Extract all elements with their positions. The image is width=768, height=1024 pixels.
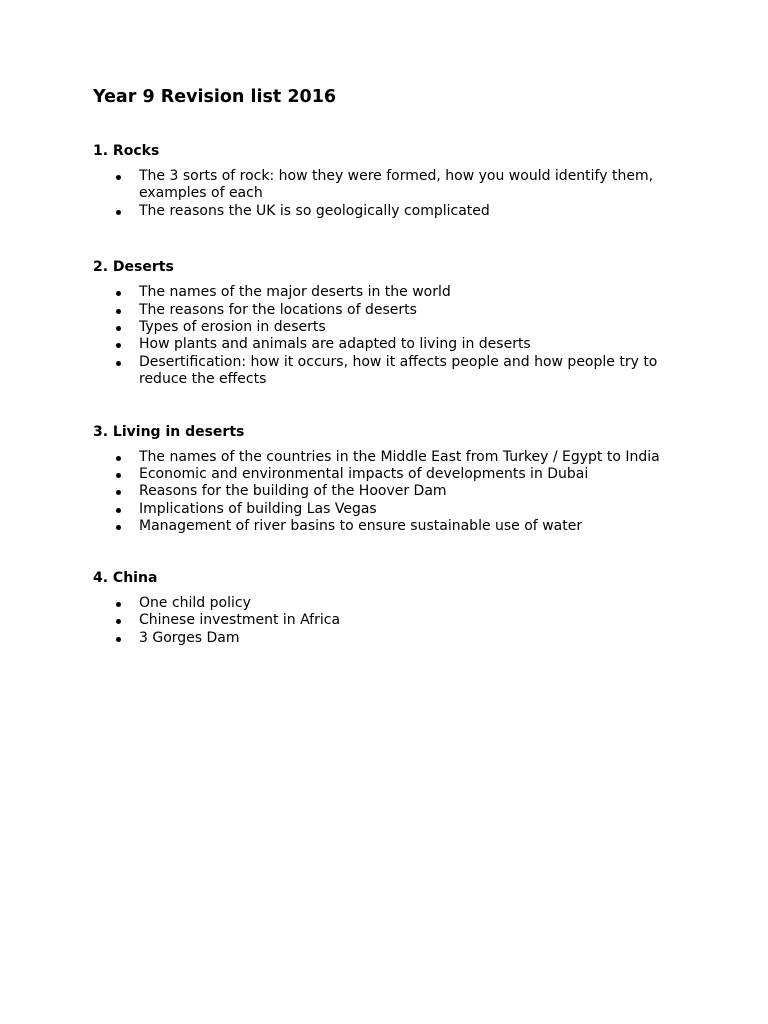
bullet-icon xyxy=(116,456,121,461)
list-item xyxy=(93,483,683,500)
list-item-text: Economic and environmental impacts of developments in Dubai xyxy=(139,466,589,483)
list-item-text: One child policy xyxy=(139,594,251,611)
list-item-text: Types of erosion in deserts xyxy=(139,319,326,336)
list-item xyxy=(93,595,683,612)
bullet-icon xyxy=(116,210,121,215)
bullet-icon xyxy=(116,637,121,642)
list-item xyxy=(93,302,683,319)
list-item xyxy=(93,168,683,203)
list-item-text: The names of the major deserts in the world xyxy=(139,284,451,301)
bullet-icon xyxy=(116,326,121,331)
document-title: Year 9 Revision list 2016 xyxy=(93,87,337,107)
list-item xyxy=(93,630,683,647)
list-item xyxy=(93,284,683,301)
list-item xyxy=(93,466,683,483)
section-heading: 3. Living in deserts xyxy=(93,423,245,440)
section-heading: 1. Rocks xyxy=(93,143,160,159)
list-item xyxy=(93,319,683,336)
list-item xyxy=(93,449,683,466)
section-rocks xyxy=(93,142,683,220)
section-deserts xyxy=(93,258,683,388)
list-item-text: Implications of building Las Vegas xyxy=(139,500,377,517)
list-item-text: 3 Gorges Dam xyxy=(139,629,240,646)
bullet-icon xyxy=(116,309,121,314)
list-item-text: The reasons the UK is so geologically complicated xyxy=(139,202,490,219)
bullet-icon xyxy=(116,490,121,495)
bullet-icon xyxy=(116,508,121,513)
bullet-list xyxy=(93,595,683,647)
bullet-list xyxy=(93,168,683,220)
section-heading: 2. Deserts xyxy=(93,259,174,276)
list-item-text: How plants and animals are adapted to living in deserts xyxy=(139,336,531,353)
list-item xyxy=(93,612,683,629)
list-item-text: The reasons for the locations of deserts xyxy=(139,301,417,318)
section-living-in-deserts xyxy=(93,423,683,536)
bullet-icon xyxy=(116,525,121,530)
bullet-icon xyxy=(116,343,121,348)
bullet-icon xyxy=(116,602,121,607)
bullet-icon xyxy=(116,473,121,478)
document-page xyxy=(93,85,683,647)
list-item xyxy=(93,354,683,389)
list-item xyxy=(93,203,683,220)
bullet-list xyxy=(93,449,683,536)
list-item-text: Reasons for the building of the Hoover Dam xyxy=(139,483,447,500)
list-item-text: Desertification: how it occurs, how it affects people and how people try to reduce the effects xyxy=(139,353,658,388)
list-item-text: The names of the countries in the Middle East from Turkey / Egypt to India xyxy=(139,448,660,465)
list-item-text: Chinese investment in Africa xyxy=(139,612,341,629)
list-item xyxy=(93,501,683,518)
section-heading: 4. China xyxy=(93,569,158,586)
list-item xyxy=(93,336,683,353)
bullet-icon xyxy=(116,175,121,180)
section-china xyxy=(93,569,683,647)
bullet-list xyxy=(93,284,683,388)
list-item xyxy=(93,518,683,535)
bullet-icon xyxy=(116,291,121,296)
list-item-text: The 3 sorts of rock: how they were formed, how you would identify them, examples of each xyxy=(139,168,654,202)
bullet-icon xyxy=(116,361,121,366)
list-item-text: Management of river basins to ensure sustainable use of water xyxy=(139,518,583,535)
bullet-icon xyxy=(116,619,121,624)
